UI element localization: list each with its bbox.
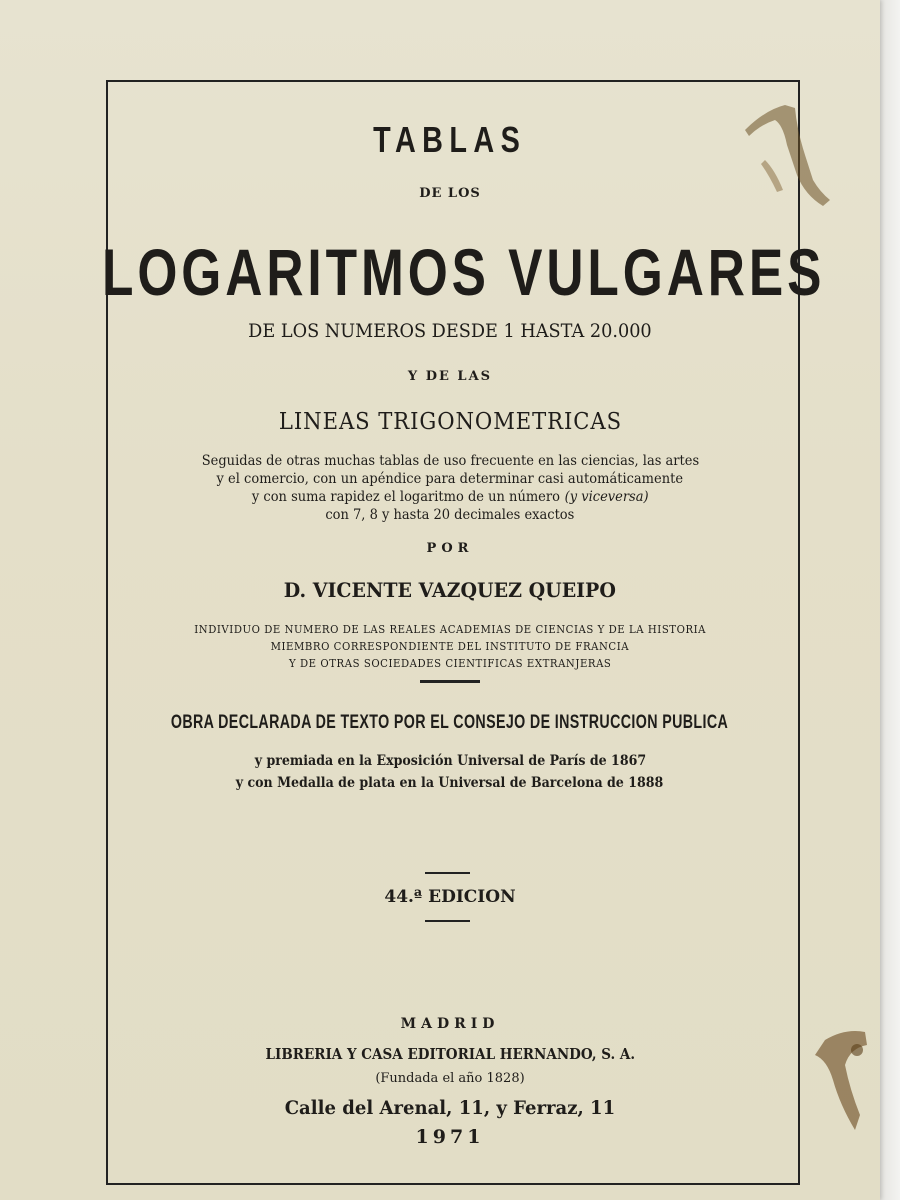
description-italic: (y viceversa) xyxy=(564,489,649,505)
por-label: POR xyxy=(426,541,474,556)
divider-rule xyxy=(425,872,470,874)
credentials-line: Y DE OTRAS SOCIEDADES CIENTIFICAS EXTRANJERAS xyxy=(288,657,612,670)
description-line: y el comercio, con un apéndice para determinar casi automáticamente xyxy=(216,471,684,487)
title-top: TABLAS xyxy=(373,119,527,160)
main-title: LOGARITMOS VULGARES xyxy=(102,235,826,309)
description-line: Seguidas de otras muchas tablas de uso frecuente en las ciencias, las artes xyxy=(201,453,699,469)
publisher-address: Calle del Arenal, 11, y Ferraz, 11 xyxy=(284,1097,616,1119)
de-los-label: DE LOS xyxy=(419,186,481,201)
awards-line: y con Medalla de plata en la Universal de Barcelona de 1888 xyxy=(236,775,664,791)
publication-year: 1971 xyxy=(415,1126,485,1148)
subtitle: LINEAS TRIGONOMETRICAS xyxy=(278,409,622,435)
credentials-line: INDIVIDUO DE NUMERO DE LAS REALES ACADEMIAS DE CIENCIAS Y DE LA HISTORIA xyxy=(194,623,706,636)
divider-rule xyxy=(425,920,470,922)
edition-label: 44.ª EDICION xyxy=(384,887,516,907)
publisher-name: LIBRERIA Y CASA EDITORIAL HERNANDO, S. A. xyxy=(265,1045,635,1063)
description-line: y con suma rapidez el logaritmo de un número xyxy=(251,489,560,505)
credentials-line: MIEMBRO CORRESPONDIENTE DEL INSTITUTO DE FRANCIA xyxy=(270,640,630,653)
founded-note: (Fundada el año 1828) xyxy=(375,1071,525,1086)
awards-line: y premiada en la Exposición Universal de París de 1867 xyxy=(254,753,646,769)
description-line: con 7, 8 y hasta 20 decimales exactos xyxy=(325,507,575,523)
range-line: DE LOS NUMEROS DESDE 1 HASTA 20.000 xyxy=(248,320,652,342)
declaration: OBRA DECLARADA DE TEXTO POR EL CONSEJO DE INSTRUCCION PUBLICA xyxy=(171,712,729,733)
city-label: MADRID xyxy=(400,1016,500,1032)
y-de-las-label: Y DE LAS xyxy=(407,369,493,384)
divider-rule xyxy=(420,680,480,683)
author-name: D. VICENTE VAZQUEZ QUEIPO xyxy=(283,578,617,602)
